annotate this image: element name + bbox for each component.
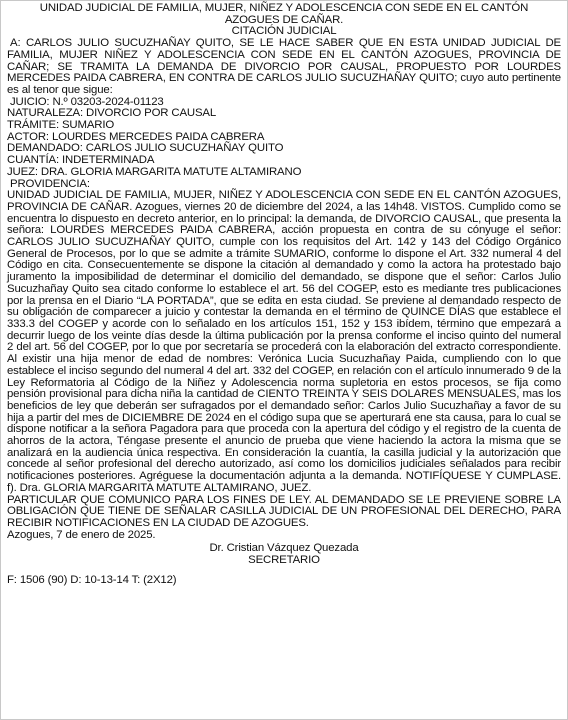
- court-header-line-2: AZOGUES DE CAÑAR.: [224, 13, 344, 26]
- case-defendant: DEMANDADO: CARLOS JULIO SUCUZHAÑAY QUITO: [7, 142, 284, 155]
- closing-date: Azogues, 7 de enero de 2025.: [7, 528, 156, 541]
- notice-title: CITACIÓN JUDICIAL: [231, 25, 337, 38]
- intro-paragraph: A: CARLOS JULIO SUCUZHAÑAY QUITO, SE LE HACE SABER QUE EN ESTA UNIDAD JUDICIAL DE FAMILIA, MUJER NIÑEZ Y ADOLESCENCIA CON SEDE EN EL CANTÓN AZOGUES, PROVINCIA DE CAÑAR; SE TRAMITA LA DEMANDA DE DIVORCIO POR CAUSAL, PROPUESTO POR LOURDES MERCEDES PAIDA CABRERA, EN CONTRA DE CARLOS JULIO SUCUZHAÑAY QUITO; cuyo auto pertinente es al tenor que sigue:: [7, 37, 561, 96]
- court-header-line-1: UNIDAD JUDICIAL DE FAMILIA, MUJER, NIÑEZ Y ADOLESCENCIA CON SEDE EN EL CANTÓN: [39, 2, 529, 14]
- signature-title: SECRETARIO: [248, 554, 320, 567]
- case-amount: CUANTÍA: INDETERMINADA: [7, 154, 155, 167]
- case-procedure: TRÁMITE: SUMARIO: [7, 119, 115, 132]
- case-plaintiff: ACTOR: LOURDES MERCEDES PAIDA CABRERA: [7, 130, 265, 143]
- case-nature: NATURALEZA: DIVORCIO POR CAUSAL: [7, 107, 217, 120]
- case-judge: JUEZ: DRA. GLORIA MARGARITA MATUTE ALTAMIRANO: [7, 165, 302, 178]
- closing-paragraph: PARTICULAR QUE COMUNICO PARA LOS FINES DE LEY. AL DEMANDADO SE LE PREVIENE SOBRE LA OBLIGACIÓN QUE TIENE DE SEÑALAR CASILLA JUDICIAL DE UN PROFESIONAL DEL DERECHO, PARA RECIBIR NOTIFICACIONES EN LA CIUDAD DE AZOGUES.: [7, 493, 561, 529]
- publication-code: F: 1506 (90) D: 10-13-14 T: (2X12): [7, 573, 177, 586]
- ruling-paragraph: UNIDAD JUDICIAL DE FAMILIA, MUJER, NIÑEZ Y ADOLESCENCIA CON SEDE EN EL CANTÓN AZOGUES, PROVINCIA DE CAÑAR. Azogues, viernes 20 de diciembre del 2024, a las 14h48. VISTOS. Cumplido como se encuentra lo dispuesto en decreto anterior, en lo principal: la demanda, de DIVORCIO CAUSAL, que presenta la señora: LOURDES MERCEDES PAIDA CABRERA, acción propuesta en contra de su cónyuge el señor: CARLOS JULIO SUCUZHAÑAY QUITO, cumple con los requisitos del Art. 142 y 143 del Código Orgánico General de Procesos, por lo que se admite a trámite SUMARIO, conforme lo dispone el Art. 332 numeral 4 del Código en cita. Consecuentemente se dispone la citación al demandado y como la actora ha protestado bajo juramento la imposibilidad de determinar el domicilio del demandado, se dispone que el señor: Carlos Julio Sucuzhañay Quito sea citado conforme lo establece el art. 56 del COGEP, esto es mediante tres publicaciones por la prensa en el Diario “LA PORTADA”, que se edita en esta ciudad. Se previene al demandado respecto de su obligación de comparecer a juicio y contestar la demanda en el término de QUINCE DÍAS que establece el 333.3 del COGEP y acorde con lo señalado en los artículos 151, 152 y 153 ibídem, término que empezará a decurrir luego de los veinte días desde la última publicación por la prensa conforme el inciso quinto del numeral 2 del art. 56 del COGEP, por lo que por secretaría se procederá con la elaboración del extracto correspondiente. Al existir una hija menor de edad de nombres: Verónica Lucia Sucuzhañay Paida, cumpliendo con lo que establece el inciso segundo del numeral 4 del art. 332 del COGEP, en relación con el artículo innumerado 9 de la Ley Reformatoria al Código de la Niñez y Adolescencia norma supletoria en estos procesos, se fija como pensión provisional para dicha niña la cantidad de CIENTO TREINTA Y SEIS DOLARES MENSUALES, mas los beneficios de ley que deberán ser sufragados por el demandado señor: Carlos Julio Sucuzhañay a favor de su hija a partir del mes de DICIEMBRE DE 2024 en el código supa que se aperturará ene sta causa, para lo cual se dispone notificar a la señora Pagadora para que proceda con la apertura del código y el registro de la cuenta de ahorros de la actora, Téngase presente el anuncio de prueba que viene haciendo la actora la misma que se analizará en la audiencia única respectiva. En consideración la cuantía, la casilla judicial y la autorización que concede al señor profesional del derecho autorizado, así como los domicilios judiciales señalados para recibir notificaciones posteriores. Agréguese la documentación adjunta a la demanda. NOTIFÍQUESE Y CUMPLASE. f). Dra. GLORIA MARGARITA MATUTE ALTAMIRANO, JUEZ.: [7, 189, 561, 494]
- providence-label: PROVIDENCIA:: [10, 177, 90, 190]
- case-number: JUICIO: N.º 03203-2024-01123: [10, 95, 164, 108]
- signature-name: Dr. Cristian Vázquez Quezada: [209, 542, 359, 555]
